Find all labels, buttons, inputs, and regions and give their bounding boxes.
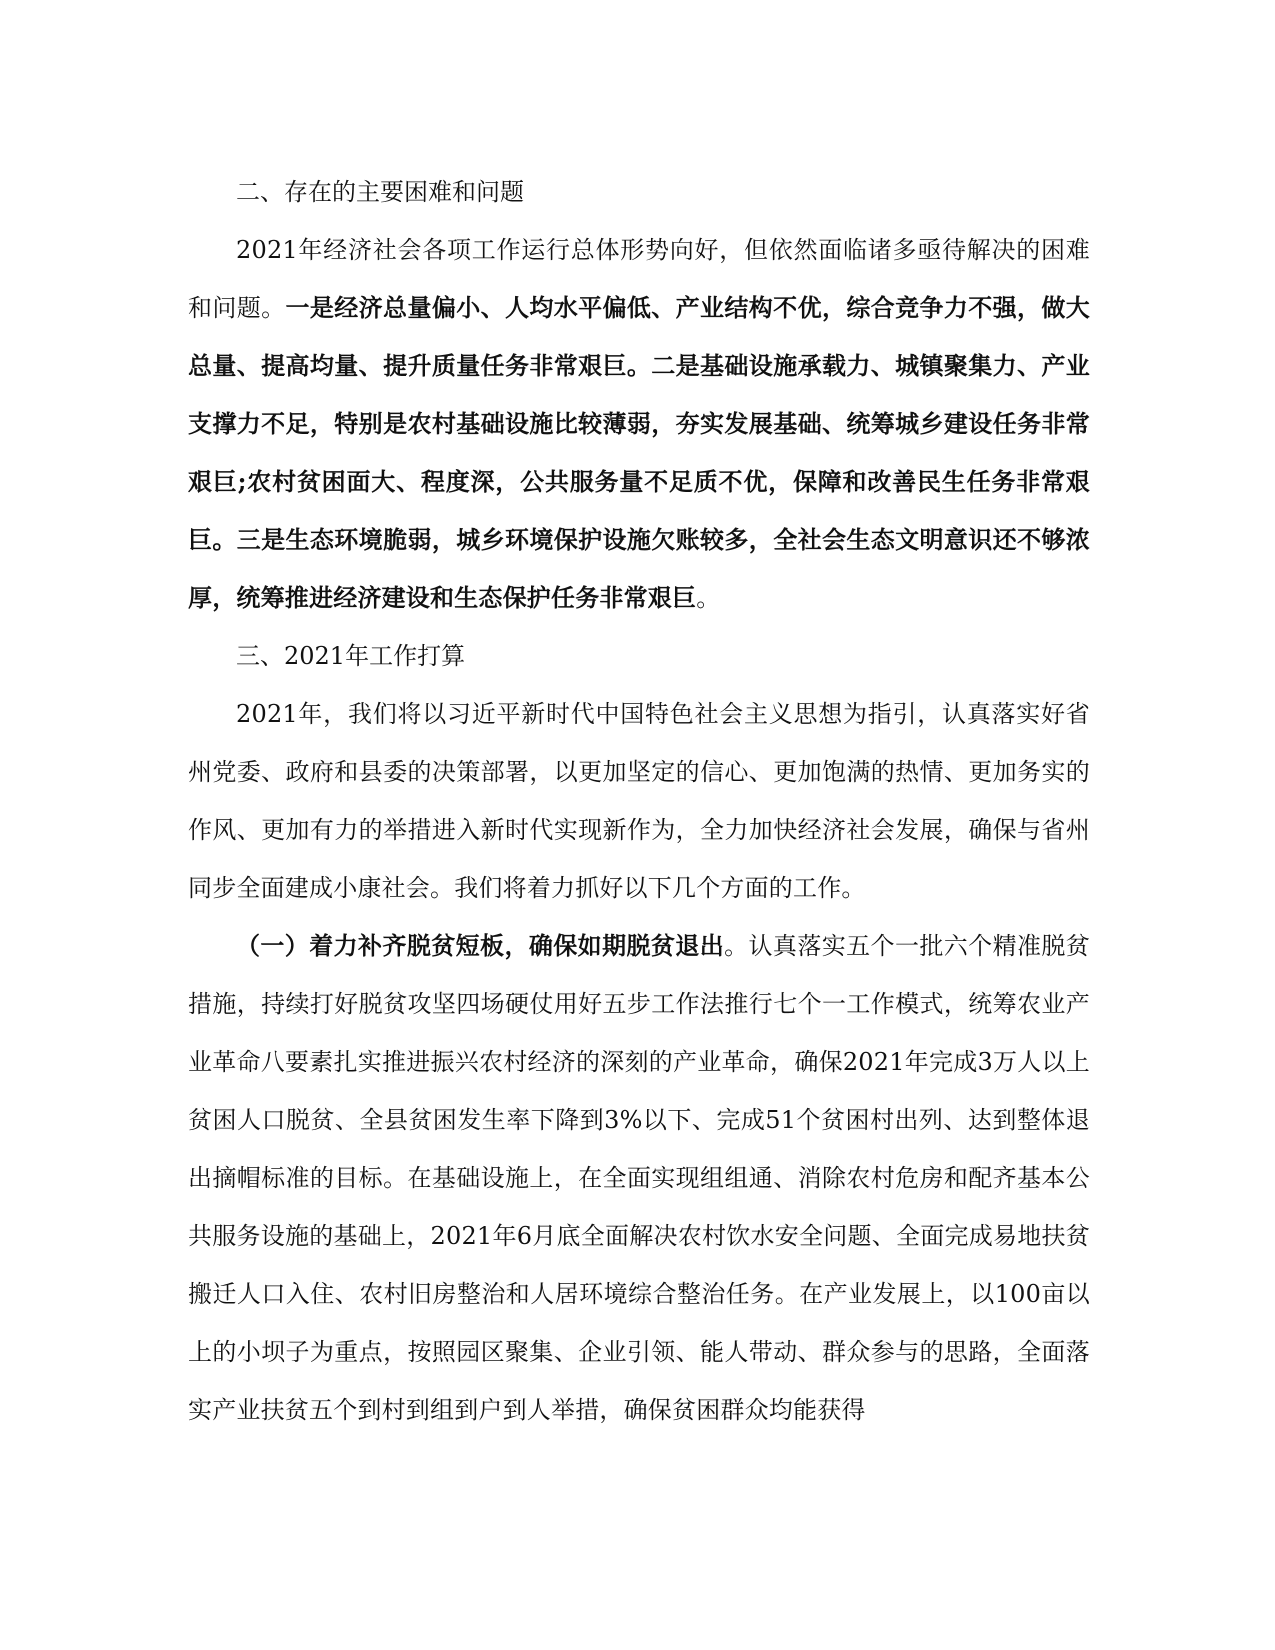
document-body: [188, 163, 1090, 1439]
section-3-paragraph-1: 2021年，我们将以习近平新时代中国特色社会主义思想为指引，认真落实好省州党委、政府和县委的决策部署，以更加坚定的信心、更加饱满的热情、更加务实的作风、更加有力的举措进入新时代实现新作为，全力加快经济社会发展，确保与省州同步全面建成小康社会。我们将着力抓好以下几个方面的工作。: [188, 700, 1090, 902]
section-2-intro: 2021年经济社会各项工作运行总体形势向好，但依然面临诸多亟待解决的困难和问题。: [188, 236, 1090, 322]
section-3-item-1-title: （一）着力补齐脱贫短板，确保如期脱贫退出: [236, 931, 725, 960]
section-2-heading: 二、存在的主要困难和问题: [236, 178, 524, 206]
section-2-problems-bold: 一是经济总量偏小、人均水平偏低、产业结构不优，综合竞争力不强，做大总量、提高均量、提升质量任务非常艰巨。二是基础设施承载力、城镇聚集力、产业支撑力不足，特别是农村基础设施比较薄弱，夯实发展基础、统筹城乡建设任务非常艰巨;农村贫困面大、程度深，公共服务量不足质不优，保障和改善民生任务非常艰巨。三是生态环境脆弱，城乡环境保护设施欠账较多，全社会生态文明意识还不够浓厚，统筹推进经济建设和生态保护任务非常艰巨: [188, 293, 1090, 612]
section-3-item-1-body: 。认真落实五个一批六个精准脱贫措施，持续打好脱贫攻坚四场硬仗用好五步工作法推行七个一工作模式，统筹农业产业革命八要素扎实推进振兴农村经济的深刻的产业革命，确保2021年完成3万人以上贫困人口脱贫、全县贫困发生率下降到3%以下、完成51个贫困村出列、达到整体退出摘帽标准的目标。在基础设施上，在全面实现组组通、消除农村危房和配齐基本公共服务设施的基础上，2021年6月底全面解决农村饮水安全问题、全面完成易地扶贫搬迁人口入住、农村旧房整治和人居环境综合整治任务。在产业发展上，以100亩以上的小坝子为重点，按照园区聚集、企业引领、能人带动、群众参与的思路，全面落实产业扶贫五个到村到组到户到人举措，确保贫困群众均能获得: [188, 932, 1091, 1424]
section-2-end-punct: 。: [696, 584, 721, 612]
section-3-item-1-paragraph: [188, 917, 1090, 1439]
section-2-paragraph: [188, 221, 1090, 627]
section-3-heading: 三、2021年工作打算: [236, 642, 466, 670]
